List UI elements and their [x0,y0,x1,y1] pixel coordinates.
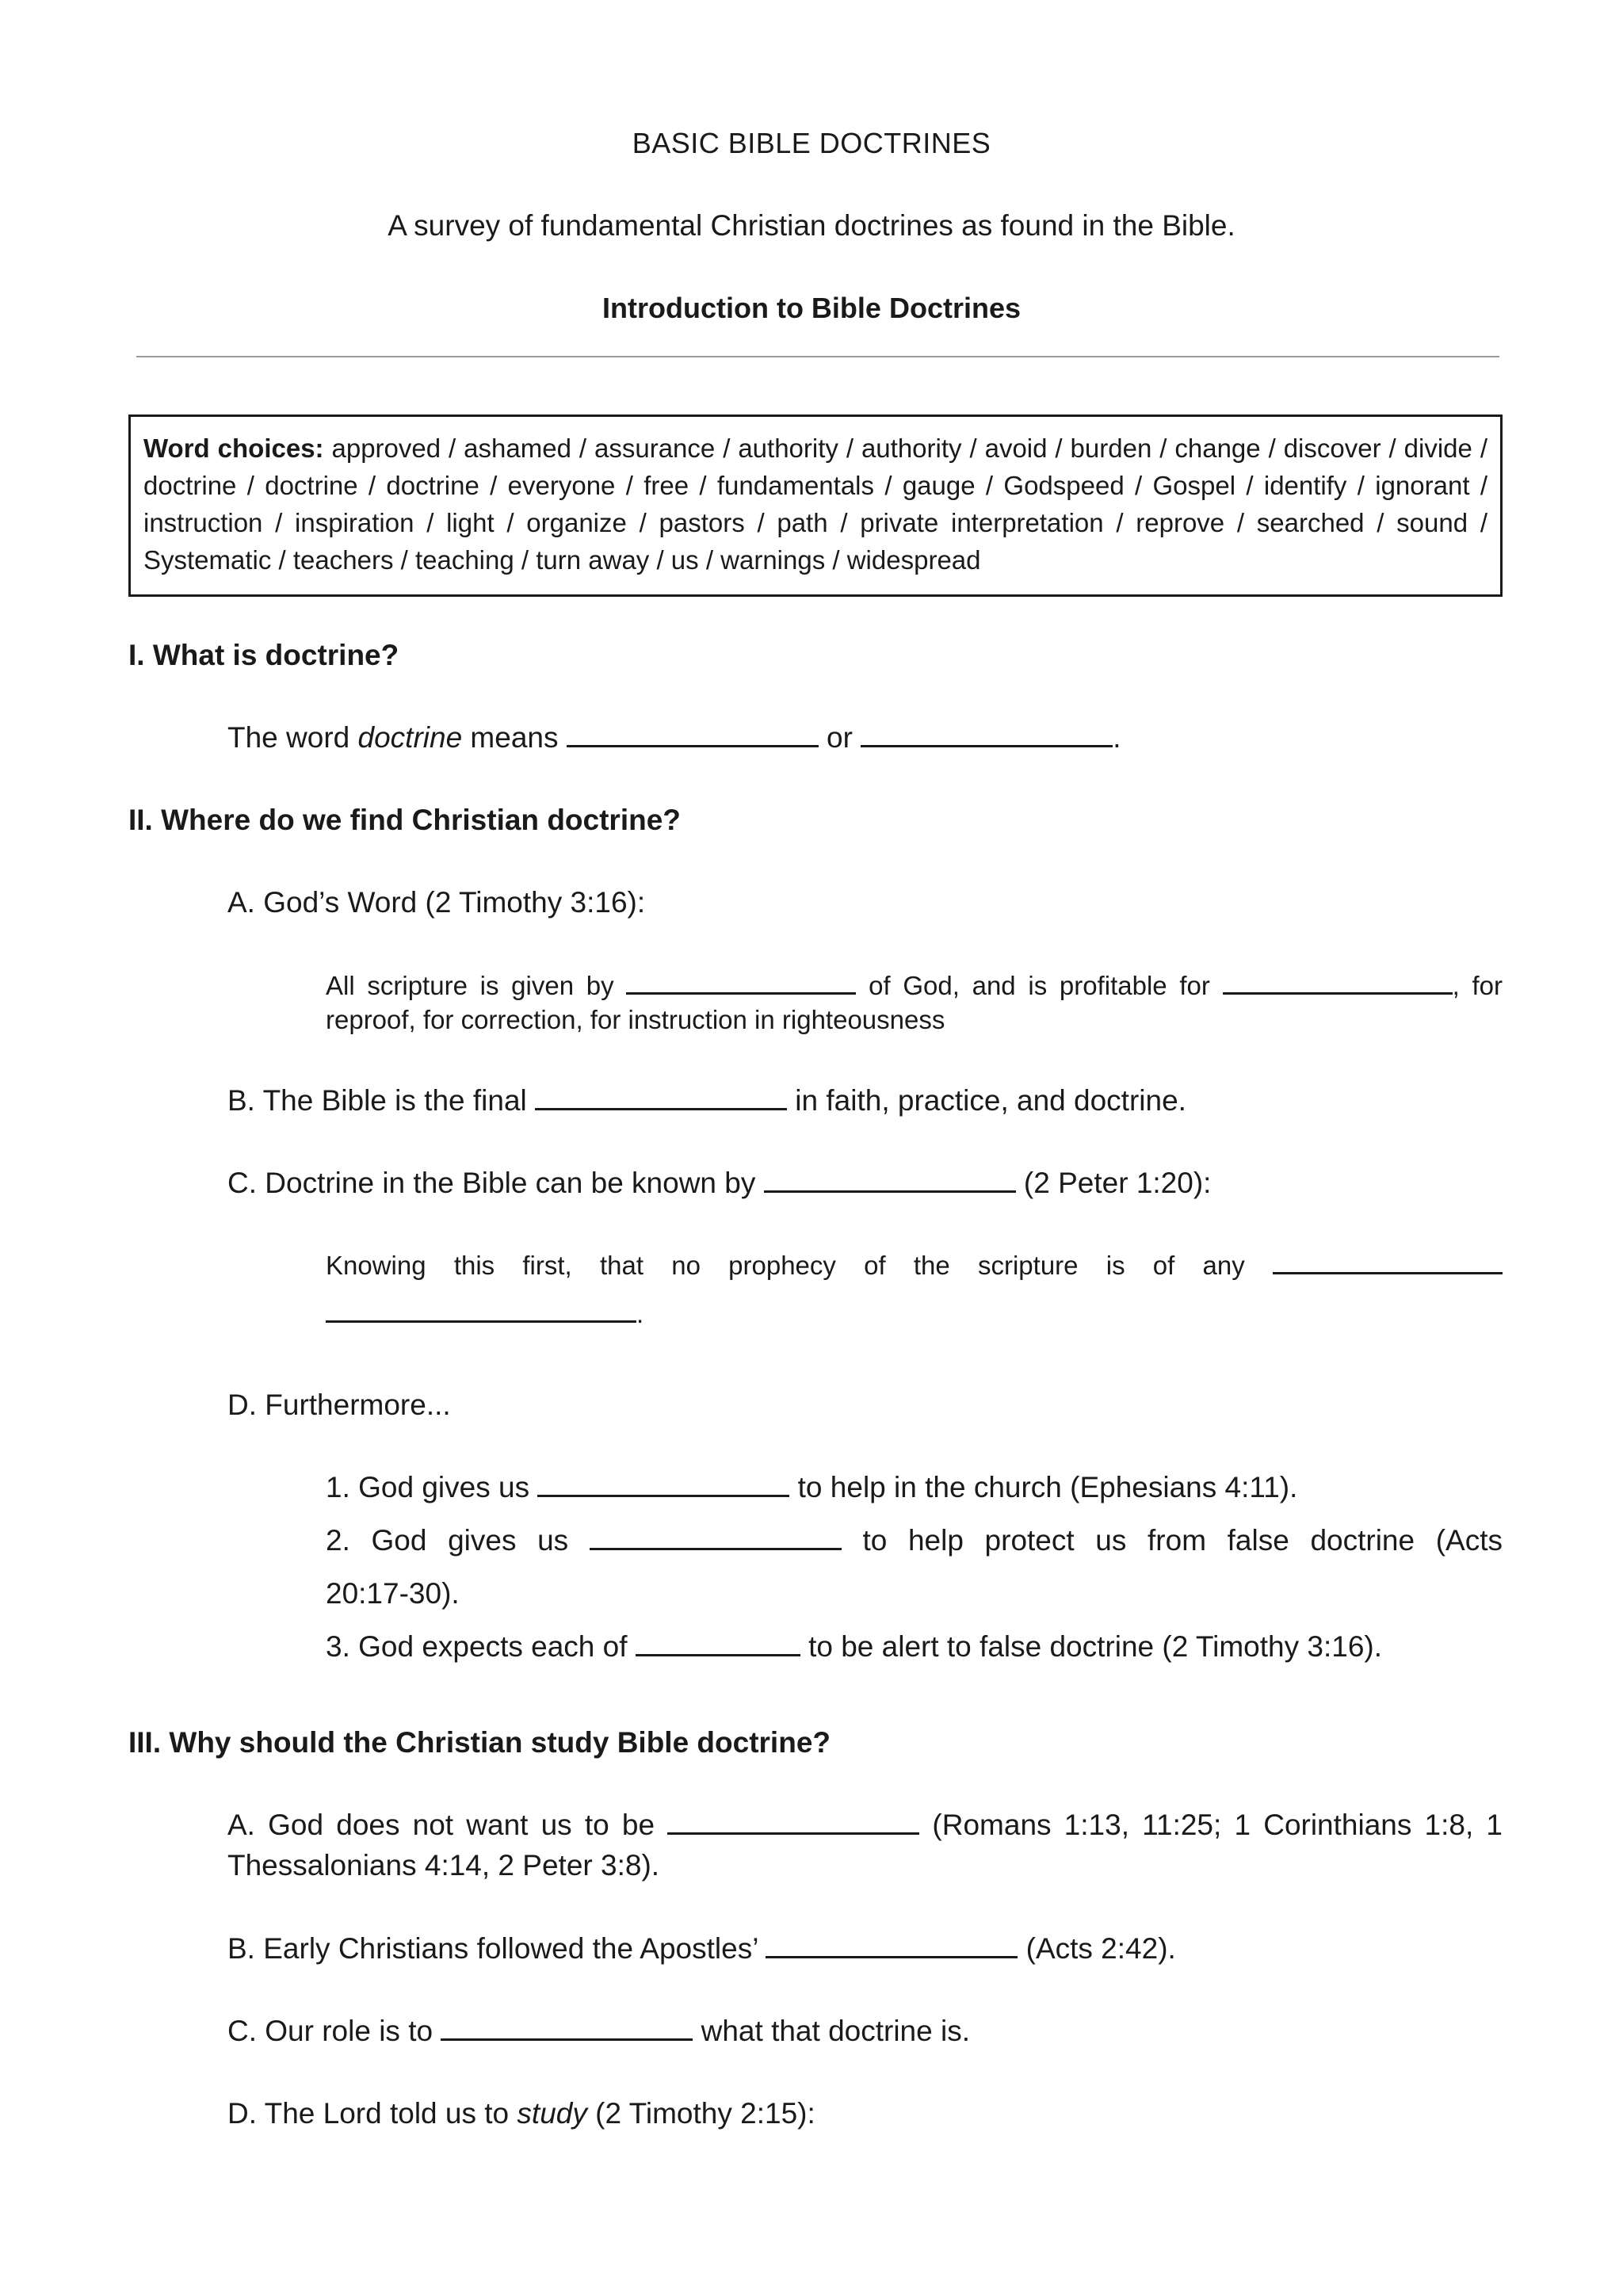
study-italic: study [517,2097,587,2130]
blank-fill[interactable] [1273,1248,1503,1274]
blank-fill[interactable] [764,1167,1016,1193]
lesson-title: Introduction to Bible Doctrines [602,292,1021,324]
section-2-c-quote-line1: Knowing this first, that no prophecy of the scripture is of any [326,1248,1503,1281]
section-2-c: C. Doctrine in the Bible can be known by (2 Peter 1:20): [227,1167,1212,1199]
blank-fill[interactable] [326,1297,636,1323]
section-3-d: D. The Lord told us to study (2 Timothy 2:15): [227,2097,815,2130]
section-2-d2-line1: 2. God gives us to help protect us from false doctrine (Acts [326,1524,1503,1557]
section-2-b: B. The Bible is the final in faith, practice, and doctrine. [227,1084,1186,1117]
section-2-a-quote-line2: reproof, for correction, for instruction in righteousness [326,1005,945,1034]
section-3-a-line1: A. God does not want us to be (Romans 1:13, 11:25; 1 Corinthians 1:8, 1 [227,1809,1503,1841]
blank-fill[interactable] [626,968,856,995]
blank-fill[interactable] [590,1524,842,1550]
section-2-a-quote-line1: All scripture is given by of God, and is profitable for , for [326,968,1503,1001]
document-subtitle: A survey of fundamental Christian doctrines as found in the Bible. [388,209,1235,242]
document-title: BASIC BIBLE DOCTRINES [632,127,991,159]
blank-fill[interactable] [537,1471,789,1497]
section-2-a-label: A. God’s Word (2 Timothy 3:16): [227,886,646,919]
section-2-heading: II. Where do we find Christian doctrine? [128,804,681,836]
doctrine-italic: doctrine [357,721,463,754]
word-choices-label: Word choices: [143,434,324,463]
section-2-d-label: D. Furthermore... [227,1389,451,1421]
section-2-c-quote-line2: . [326,1297,643,1329]
section-1-line: The word doctrine means or . [227,721,1121,754]
blank-fill[interactable] [1223,968,1453,995]
blank-fill[interactable] [667,1809,919,1835]
blank-fill[interactable] [567,721,819,747]
blank-fill[interactable] [535,1084,787,1110]
section-2-d2-line2: 20:17-30). [326,1577,460,1610]
section-2-d3: 3. God expects each of to be alert to false doctrine (2 Timothy 3:16). [326,1630,1382,1663]
section-3-b: B. Early Christians followed the Apostles’ (Acts 2:42). [227,1932,1176,1965]
section-3-heading: III. Why should the Christian study Bible doctrine? [128,1726,831,1759]
blank-fill[interactable] [766,1932,1018,1958]
section-3-c: C. Our role is to what that doctrine is. [227,2015,970,2047]
blank-fill[interactable] [861,721,1113,747]
blank-fill[interactable] [636,1630,800,1656]
section-2-d1: 1. God gives us to help in the church (Ephesians 4:11). [326,1471,1298,1503]
word-choices-list: approved / ashamed / assurance / authority / authority / avoid / burden / change / discover / divide / doctrine / doctrine / doctrine / everyone / free / fundamentals / gauge / Godspeed / Gospel / identify / ignorant / instruction / inspiration / light / organize / pastors / path / private interpretation / reprove / searched / sound / Systematic / teachers / teaching / turn away / us / warnings / widespread [143,434,1487,575]
word-choices-box [128,415,1503,597]
section-3-a-line2: Thessalonians 4:14, 2 Peter 3:8). [227,1849,660,1881]
horizontal-divider [136,356,1499,357]
blank-fill[interactable] [441,2015,693,2041]
section-1-heading: I. What is doctrine? [128,639,399,671]
